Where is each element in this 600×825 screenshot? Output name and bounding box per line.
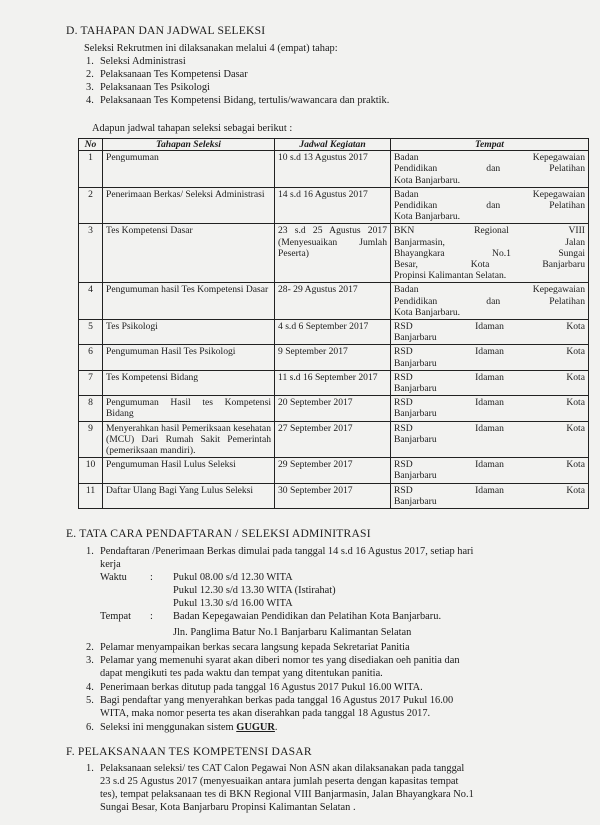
section-f-title: F. PELAKSANAAN TES KOMPETENSI DASAR	[66, 745, 312, 758]
f-line: tes), tempat pelaksanaan tes di BKN Regional VIII Banjarmasin, Jalan Bhayangkara No.1	[100, 789, 474, 800]
e-item6-prefix: Seleksi ini menggunakan sistem	[100, 722, 234, 733]
cell-tempat	[391, 370, 589, 395]
table-header-row	[79, 139, 589, 151]
step-item: Pelaksanaan Tes Kompetensi Dasar	[100, 69, 248, 80]
cell-tempat	[391, 283, 589, 320]
tempat-text-line: Pendidikan dan Pelatihan	[394, 295, 585, 307]
header-no: No	[79, 139, 103, 151]
tempat-text-line: RSD Idaman Kota	[394, 397, 585, 409]
cell-tahapan: Pengumuman Hasil Lulus Seleksi	[103, 458, 275, 483]
e-item-number: 2.	[86, 642, 94, 653]
gugur-emphasis: GUGUR	[236, 722, 275, 733]
step-item: Pelaksanaan Tes Psikologi	[100, 82, 210, 93]
schedule-table-body	[79, 151, 589, 509]
tempat-text-line: Kota Banjarbaru.	[394, 174, 461, 186]
table-row	[79, 345, 589, 370]
e-item-number: 6.	[86, 722, 94, 733]
e-item3-line1: Pelamar yang memenuhi syarat akan diberi nomor tes yang disediakan oeh panitia dan	[100, 655, 460, 666]
header-tempat: Tempat	[391, 139, 589, 151]
cell-jadwal: 4 s.d 6 September 2017	[275, 320, 391, 345]
cell-tahapan: Pengumuman Hasil Tes Psikologi	[103, 345, 275, 370]
cell-no: 5	[79, 320, 103, 345]
cell-no: 10	[79, 458, 103, 483]
waktu-line: Pukul 08.00 s/d 12.30 WITA	[173, 572, 293, 583]
cell-no: 8	[79, 396, 103, 421]
step-number: 1.	[86, 56, 94, 67]
cell-tempat	[391, 320, 589, 345]
cell-jadwal: 27 September 2017	[275, 421, 391, 458]
e-item5-line2: WITA, maka nomor peserta tes akan diserahkan pada tanggal 18 Agustus 2017.	[100, 708, 431, 719]
tempat-text-line: RSD Idaman Kota	[394, 321, 585, 333]
e-item5-line1: Bagi pendaftar yang menyerahkan berkas pada tanggal 16 Agustus 2017 Pukul 16.00	[100, 695, 454, 706]
e-item-number: 4.	[86, 682, 94, 693]
step-number: 4.	[86, 95, 94, 106]
cell-no: 7	[79, 370, 103, 395]
table-row	[79, 283, 589, 320]
waktu-line: Pukul 13.30 s/d 16.00 WITA	[173, 598, 293, 609]
f-item-number: 1.	[86, 763, 94, 774]
tempat-text-line: Pendidikan dan Pelatihan	[394, 200, 585, 212]
cell-tempat	[391, 458, 589, 483]
cell-tahapan: Pengumuman	[103, 151, 275, 188]
waktu-colon: :	[150, 572, 153, 583]
cell-tahapan: Pengumuman hasil Tes Kompetensi Dasar	[103, 283, 275, 320]
table-row	[79, 396, 589, 421]
tempat-text-line: Banjarbaru	[394, 433, 437, 445]
e-item1-line2: kerja	[100, 559, 121, 570]
e-item1-line1: Pendaftaran /Penerimaan Berkas dimulai pada tanggal 14 s.d 16 Agustus 2017, setiap hari	[100, 546, 474, 557]
e-item3-line2: dapat mengikuti tes pada waktu dan tempat yang ditentukan panitia.	[100, 668, 383, 679]
tempat-text-line: Bhayangkara No.1 Sungai	[394, 247, 585, 259]
tempat-text-line: Pendidikan dan Pelatihan	[394, 163, 585, 175]
cell-tahapan: Pengumuman Hasil tes Kompetensi Bidang	[103, 396, 275, 421]
tempat-text-line: Banjarbaru	[394, 495, 437, 507]
e-item6	[100, 722, 278, 735]
step-number: 3.	[86, 82, 94, 93]
tempat-text-line: Kota Banjarbaru.	[394, 211, 461, 223]
e-item2: Pelamar menyampaikan berkas secara langsung kepada Sekretariat Panitia	[100, 642, 410, 653]
table-row	[79, 187, 589, 224]
tempat-label: Tempat	[100, 611, 132, 622]
tempat-text-line: RSD Idaman Kota	[394, 422, 585, 434]
cell-tempat	[391, 483, 589, 508]
table-row	[79, 320, 589, 345]
cell-no: 3	[79, 224, 103, 283]
section-d-intro: Seleksi Rekrutmen ini dilaksanakan melalui 4 (empat) tahap:	[84, 43, 338, 54]
schedule-table	[78, 138, 589, 509]
tempat-text-line: Banjarbaru	[394, 408, 437, 420]
cell-no: 6	[79, 345, 103, 370]
tempat-line: Jln. Panglima Batur No.1 Banjarbaru Kalimantan Selatan	[173, 627, 412, 638]
tempat-text-line: RSD Idaman Kota	[394, 484, 585, 496]
tempat-text-line: BKN Regional VIII	[394, 225, 585, 237]
tempat-colon: :	[150, 611, 153, 622]
cell-jadwal: 11 s.d 16 September 2017	[275, 370, 391, 395]
section-e-title: E. TATA CARA PENDAFTARAN / SELEKSI ADMINITRASI	[66, 527, 371, 540]
step-number: 2.	[86, 69, 94, 80]
e-item-number: 1.	[86, 546, 94, 557]
cell-tahapan: Penerimaan Berkas/ Seleksi Administrasi	[103, 187, 275, 224]
waktu-label: Waktu	[100, 572, 127, 583]
cell-tempat	[391, 224, 589, 283]
schedule-intro: Adapun jadwal tahapan seleksi sebagai berikut :	[92, 123, 293, 134]
cell-jadwal: 30 September 2017	[275, 483, 391, 508]
tempat-text-line: Badan Kepegawaian	[394, 284, 585, 296]
cell-tahapan: Tes Psikologi	[103, 320, 275, 345]
tempat-text-line: RSD Idaman Kota	[394, 346, 585, 358]
step-item: Pelaksanaan Tes Kompetensi Bidang, tertulis/wawancara dan praktik.	[100, 95, 390, 106]
cell-no: 9	[79, 421, 103, 458]
e-item6-suffix: .	[274, 722, 278, 733]
cell-jadwal: 29 September 2017	[275, 458, 391, 483]
tempat-text-line: Besar, Kota Banjarbaru	[394, 259, 585, 271]
cell-tempat	[391, 421, 589, 458]
cell-jadwal: 28- 29 Agustus 2017	[275, 283, 391, 320]
e-item-number: 5.	[86, 695, 94, 706]
cell-jadwal: 10 s.d 13 Agustus 2017	[275, 151, 391, 188]
step-item: Seleksi Administrasi	[100, 56, 186, 67]
cell-jadwal: 20 September 2017	[275, 396, 391, 421]
tempat-text-line: Banjarbaru	[394, 470, 437, 482]
cell-tempat	[391, 396, 589, 421]
cell-jadwal: 9 September 2017	[275, 345, 391, 370]
cell-tempat	[391, 151, 589, 188]
table-row	[79, 370, 589, 395]
cell-tempat	[391, 345, 589, 370]
tempat-text-line: Badan Kepegawaian	[394, 152, 585, 164]
f-line: 23 s.d 25 Agustus 2017 (menyesuaikan antara jumlah peserta dengan kapasitas tempat	[100, 776, 459, 787]
f-line: Pelaksanaan seleksi/ tes CAT Calon Pegawai Non ASN akan dilaksanakan pada tanggal	[100, 763, 465, 774]
tempat-line: Badan Kepegawaian Pendidikan dan Pelatihan Kota Banjarbaru.	[173, 611, 442, 622]
cell-no: 1	[79, 151, 103, 188]
cell-tahapan: Tes Kompetensi Bidang	[103, 370, 275, 395]
header-jadwal: Jadwal Kegiatan	[275, 139, 391, 151]
cell-tahapan: Menyerahkan hasil Pemeriksaan kesehatan (MCU) Dari Rumah Sakit Pemerintah (pemeriksaan mandiri).	[103, 421, 275, 458]
tempat-text-line: RSD Idaman Kota	[394, 459, 585, 471]
table-row	[79, 151, 589, 188]
tempat-text-line: Banjarmasin, Jalan	[394, 236, 585, 248]
table-row	[79, 224, 589, 283]
cell-no: 2	[79, 187, 103, 224]
cell-tempat	[391, 187, 589, 224]
cell-no: 4	[79, 283, 103, 320]
cell-tahapan: Tes Kompetensi Dasar	[103, 224, 275, 283]
cell-no: 11	[79, 483, 103, 508]
section-d-title: D. TAHAPAN DAN JADWAL SELEKSI	[66, 24, 266, 37]
cell-tahapan: Daftar Ulang Bagi Yang Lulus Seleksi	[103, 483, 275, 508]
table-row	[79, 421, 589, 458]
header-tahapan: Tahapan Seleksi	[103, 139, 275, 151]
f-line: Sungai Besar, Kota Banjarbaru Propinsi Kalimantan Selatan .	[100, 802, 356, 813]
cell-jadwal: 14 s.d 16 Agustus 2017	[275, 187, 391, 224]
tempat-text-line: Banjarbaru	[394, 383, 437, 395]
tempat-text-line: Badan Kepegawaian	[394, 188, 585, 200]
e-item4: Penerimaan berkas ditutup pada tanggal 16 Agustus 2017 Pukul 16.00 WITA.	[100, 682, 423, 693]
table-row	[79, 458, 589, 483]
cell-jadwal: 23 s.d 25 Agustus 2017 (Menyesuaikan Jumlah Peserta)	[275, 224, 391, 283]
tempat-text-line: Banjarbaru	[394, 332, 437, 344]
tempat-text-line: Propinsi Kalimantan Selatan.	[394, 270, 507, 282]
tempat-text-line: RSD Idaman Kota	[394, 371, 585, 383]
table-row	[79, 483, 589, 508]
waktu-line: Pukul 12.30 s/d 13.30 WITA (Istirahat)	[173, 585, 336, 596]
e-item-number: 3.	[86, 655, 94, 666]
tempat-text-line: Kota Banjarbaru.	[394, 306, 461, 318]
tempat-text-line: Banjarbaru	[394, 357, 437, 369]
